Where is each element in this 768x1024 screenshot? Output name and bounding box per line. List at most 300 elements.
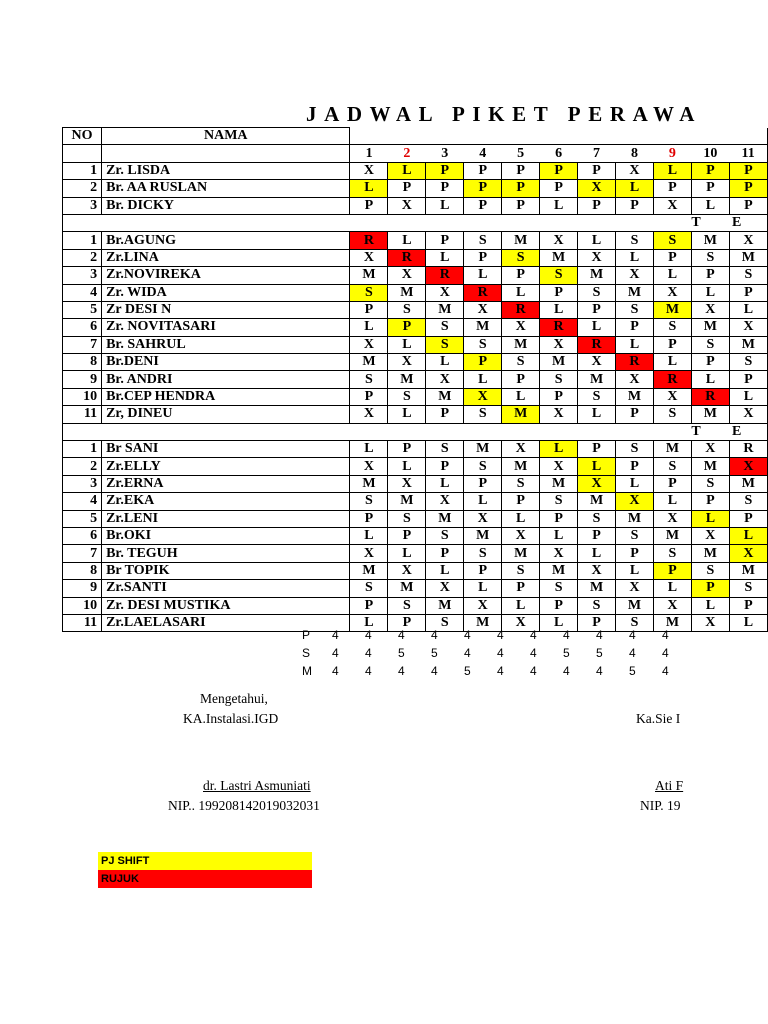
shift-cell: M [388,284,426,301]
shift-cell: P [578,614,616,631]
shift-cell: M [578,580,616,597]
shift-cell: L [426,354,464,371]
staff-number: 7 [63,336,102,353]
approver-left-title: KA.Instalasi.IGD [183,711,279,726]
staff-name: Br.OKI [102,527,350,544]
shift-cell: P [653,180,691,197]
staff-name: Zr. NOVITASARI [102,319,350,336]
count-value: 4 [431,664,438,678]
section-row [63,423,768,440]
count-value: 4 [365,646,372,660]
shift-cell: S [426,319,464,336]
staff-number: 11 [63,614,102,631]
staff-number: 4 [63,284,102,301]
shift-cell: L [616,562,654,579]
shift-cell: P [540,388,578,405]
shift-cell: R [729,441,767,458]
count-value: 4 [365,664,372,678]
shift-cell: M [426,510,464,527]
staff-name: Zr.NOVIREKA [102,267,350,284]
shift-cell: L [653,354,691,371]
count-row [298,626,688,644]
shift-cell: R [691,388,729,405]
shift-cell: S [502,249,540,266]
shift-cell: L [540,301,578,318]
shift-cell: L [691,284,729,301]
shift-cell: P [464,562,502,579]
shift-cell: S [616,441,654,458]
shift-cell: X [691,441,729,458]
shift-cell: L [540,197,578,214]
shift-cell: S [578,388,616,405]
count-value: 4 [398,628,405,642]
staff-number: 5 [63,510,102,527]
count-row [298,644,688,662]
shift-cell: X [464,301,502,318]
approver-right-title: Ka.Sie I [636,711,681,726]
shift-cell: P [502,493,540,510]
shift-cell: R [350,232,388,249]
staff-row [63,232,768,249]
shift-cell: S [464,336,502,353]
shift-cell: L [653,493,691,510]
shift-cell: S [653,406,691,423]
count-value: 4 [497,646,504,660]
shift-cell: P [502,371,540,388]
shift-cell: P [426,406,464,423]
shift-cell: X [350,162,388,179]
shift-cell: S [464,406,502,423]
shift-cell: S [691,336,729,353]
shift-cell: X [502,527,540,544]
shift-cell: X [350,336,388,353]
shift-cell: M [653,614,691,631]
staff-name: Br.CEP HENDRA [102,388,350,405]
shift-cell: R [388,249,426,266]
approver-right-name: Ati F [655,778,684,793]
staff-name: Zr DESI N [102,301,350,318]
shift-cell: L [691,597,729,614]
shift-cell: X [616,371,654,388]
staff-number: 7 [63,545,102,562]
staff-number: 10 [63,597,102,614]
shift-cell: P [691,354,729,371]
shift-cell: M [653,441,691,458]
staff-row [63,441,768,458]
shift-cell: P [578,301,616,318]
section-spacer [63,214,692,231]
shift-cell: M [729,562,767,579]
staff-row [63,527,768,544]
staff-row [63,388,768,405]
staff-name: Br TOPIK [102,562,350,579]
shift-cell: S [388,301,426,318]
shift-cell: X [653,284,691,301]
shift-cell: X [616,162,654,179]
header-no: NO [63,128,102,145]
shift-cell: X [464,597,502,614]
shift-cell: L [729,614,767,631]
staff-row [63,354,768,371]
shift-cell: S [616,614,654,631]
shift-cell: P [502,197,540,214]
shift-cell: X [464,388,502,405]
shift-cell: X [578,562,616,579]
header-no-cont [63,145,102,162]
count-value: 5 [464,664,471,678]
shift-cell: P [540,510,578,527]
count-value: 4 [662,628,669,642]
staff-name: Br. SAHRUL [102,336,350,353]
staff-row [63,180,768,197]
shift-cell: P [502,180,540,197]
shift-cell: M [502,336,540,353]
shift-cell: M [426,301,464,318]
shift-cell: X [691,301,729,318]
shift-cell: M [350,267,388,284]
shift-cell: P [350,197,388,214]
staff-name: Br. AA RUSLAN [102,180,350,197]
staff-name: Br SANI [102,441,350,458]
shift-cell: P [426,458,464,475]
shift-cell: P [653,475,691,492]
shift-cell: S [540,267,578,284]
shift-cell: P [540,284,578,301]
shift-cell: X [729,406,767,423]
shift-cell: X [388,475,426,492]
shift-cell: M [388,371,426,388]
count-value: 4 [530,628,537,642]
staff-number: 6 [63,527,102,544]
shift-cell: L [540,441,578,458]
staff-name: Zr, DINEU [102,406,350,423]
shift-cell: S [616,232,654,249]
shift-cell: S [653,458,691,475]
schedule-table [62,127,768,632]
shift-cell: X [502,319,540,336]
shift-cell: L [502,510,540,527]
shift-cell: P [502,162,540,179]
shift-cell: L [616,475,654,492]
shift-cell: L [729,388,767,405]
staff-number: 2 [63,180,102,197]
day-number: 9 [653,145,691,162]
schedule-body [63,128,768,632]
shift-cell: X [350,458,388,475]
count-value: 4 [464,628,471,642]
shift-cell: R [578,336,616,353]
shift-cell: L [578,406,616,423]
shift-cell: P [388,180,426,197]
shift-cell: X [540,336,578,353]
staff-row [63,597,768,614]
shift-cell: L [464,580,502,597]
day-number: 4 [464,145,502,162]
shift-cell: M [691,458,729,475]
shift-cell: X [350,545,388,562]
staff-name: Br.AGUNG [102,232,350,249]
shift-cell: P [540,597,578,614]
shift-cell: P [616,319,654,336]
shift-cell: L [426,562,464,579]
shift-cell: P [616,545,654,562]
staff-name: Br. TEGUH [102,545,350,562]
approval-heading: Mengetahui, [200,691,268,706]
shift-cell: M [350,475,388,492]
shift-cell: M [729,249,767,266]
staff-name: Zr.LAELASARI [102,614,350,631]
shift-cell: L [502,284,540,301]
shift-cell: X [691,614,729,631]
shift-cell: P [578,527,616,544]
shift-cell: S [691,562,729,579]
legend-pj-shift: PJ SHIFT [98,852,312,870]
section-row [63,214,768,231]
shift-cell: M [540,249,578,266]
shift-cell: S [729,493,767,510]
staff-row [63,301,768,318]
staff-row [63,319,768,336]
shift-cell: L [653,162,691,179]
shift-cell: P [426,162,464,179]
shift-cell: M [388,580,426,597]
staff-row [63,267,768,284]
shift-cell: L [653,267,691,284]
staff-name: Zr.ERNA [102,475,350,492]
shift-cell: X [729,319,767,336]
shift-cell: P [388,319,426,336]
shift-cell: P [388,614,426,631]
shift-cell: S [540,493,578,510]
shift-cell: M [464,614,502,631]
count-row [298,662,688,680]
shift-cell: R [653,371,691,388]
section-spacer [63,423,692,440]
day-number: 11 [729,145,767,162]
count-value: 4 [497,664,504,678]
shift-cell: S [729,267,767,284]
staff-row [63,580,768,597]
shift-cell: L [426,249,464,266]
shift-cell: L [388,162,426,179]
shift-cell: P [729,510,767,527]
staff-number: 6 [63,319,102,336]
shift-cell: S [578,284,616,301]
schedule-table-wrapper [62,127,756,631]
shift-cell: L [653,580,691,597]
shift-cell: M [540,354,578,371]
shift-cell: M [578,371,616,388]
shift-cell: X [388,354,426,371]
shift-cell: S [729,354,767,371]
count-value: 4 [530,646,537,660]
count-value: 4 [464,646,471,660]
staff-number: 1 [63,441,102,458]
shift-cell: S [502,475,540,492]
shift-cell: P [502,580,540,597]
shift-cell: X [653,597,691,614]
day-number: 7 [578,145,616,162]
shift-cell: P [653,249,691,266]
count-value: 5 [563,646,570,660]
shift-cell: S [653,545,691,562]
count-value: 4 [629,646,636,660]
shift-cell: S [350,493,388,510]
shift-cell: L [616,336,654,353]
shift-cell: S [426,336,464,353]
staff-row [63,545,768,562]
shift-cell: P [729,197,767,214]
shift-cell: X [426,493,464,510]
shift-cell: S [350,580,388,597]
count-label: P [302,628,311,642]
shift-cell: P [616,197,654,214]
shift-cell: S [350,371,388,388]
staff-name: Br. ANDRI [102,371,350,388]
shift-cell: L [578,319,616,336]
count-value: 4 [332,664,339,678]
shift-cell: L [426,197,464,214]
shift-cell: P [691,162,729,179]
shift-cell: L [350,319,388,336]
shift-cell: P [578,162,616,179]
shift-cell: X [388,197,426,214]
shift-cell: L [578,545,616,562]
shift-cell: P [653,562,691,579]
shift-cell: L [691,197,729,214]
staff-name: Zr. DESI MUSTIKA [102,597,350,614]
shift-cell: P [729,180,767,197]
shift-cell: R [540,319,578,336]
shift-cell: X [616,267,654,284]
staff-number: 9 [63,580,102,597]
shift-cell: P [616,458,654,475]
shift-cell: X [540,406,578,423]
staff-row [63,197,768,214]
staff-row [63,162,768,179]
shift-cell: P [426,545,464,562]
shift-cell: S [691,475,729,492]
shift-cell: M [616,388,654,405]
staff-row [63,249,768,266]
shift-cell: R [502,301,540,318]
shift-cell: X [502,441,540,458]
shift-cell: M [502,458,540,475]
shift-cell: P [691,493,729,510]
shift-cell: P [691,580,729,597]
shift-cell: M [653,301,691,318]
shift-cell: M [540,562,578,579]
shift-cell: S [578,597,616,614]
shift-cell: L [388,458,426,475]
shift-cell: M [502,545,540,562]
shift-cell: P [464,249,502,266]
staff-number: 4 [63,493,102,510]
day-number-row [63,145,768,162]
section-label: T E [691,423,767,440]
shift-cell: X [729,545,767,562]
count-value: 5 [629,664,636,678]
shift-cell: L [729,527,767,544]
count-value: 4 [563,664,570,678]
shift-cell: L [388,406,426,423]
shift-cell: L [350,614,388,631]
header-nama: NAMA [102,128,350,145]
shift-cell: P [388,527,426,544]
staff-name: Zr. LISDA [102,162,350,179]
count-label: M [302,664,312,678]
staff-number: 1 [63,162,102,179]
shift-cell: X [350,406,388,423]
shift-cell: S [388,388,426,405]
shift-cell: P [350,510,388,527]
shift-cell: S [464,545,502,562]
shift-cell: L [578,232,616,249]
staff-number: 11 [63,406,102,423]
shift-cell: X [502,614,540,631]
staff-number: 5 [63,301,102,318]
shift-cell: L [350,180,388,197]
shift-cell: S [616,301,654,318]
header-blank [350,128,768,145]
staff-name: Zr.EKA [102,493,350,510]
count-label: S [302,646,311,660]
shift-cell: M [729,336,767,353]
shift-cell: L [540,614,578,631]
shift-cell: X [616,493,654,510]
shift-cell: S [616,527,654,544]
shift-cell: P [729,597,767,614]
shift-cell: M [578,493,616,510]
shift-cell: L [350,441,388,458]
day-number: 10 [691,145,729,162]
count-value: 4 [563,628,570,642]
shift-cell: X [350,249,388,266]
staff-row [63,562,768,579]
staff-row [63,284,768,301]
shift-cell: L [464,371,502,388]
staff-number: 1 [63,232,102,249]
staff-row [63,371,768,388]
staff-name: Br.DENI [102,354,350,371]
shift-cell: P [691,180,729,197]
shift-cell: X [691,527,729,544]
shift-cell: M [464,441,502,458]
shift-cell: X [578,475,616,492]
staff-number: 8 [63,354,102,371]
count-value: 5 [398,646,405,660]
shift-cell: P [464,162,502,179]
shift-cell: L [464,493,502,510]
staff-name: Br. DICKY [102,197,350,214]
staff-number: 2 [63,249,102,266]
shift-cell: P [464,354,502,371]
shift-cell: X [578,180,616,197]
shift-cell: L [691,510,729,527]
shift-cell: L [388,336,426,353]
staff-number: 3 [63,475,102,492]
shift-cell: M [691,545,729,562]
shift-cell: R [464,284,502,301]
shift-cell: P [350,597,388,614]
shift-cell: L [502,597,540,614]
shift-cell: X [388,267,426,284]
count-value: 4 [629,628,636,642]
shift-cell: S [426,441,464,458]
shift-cell: P [388,441,426,458]
staff-row [63,493,768,510]
shift-cell: P [350,388,388,405]
